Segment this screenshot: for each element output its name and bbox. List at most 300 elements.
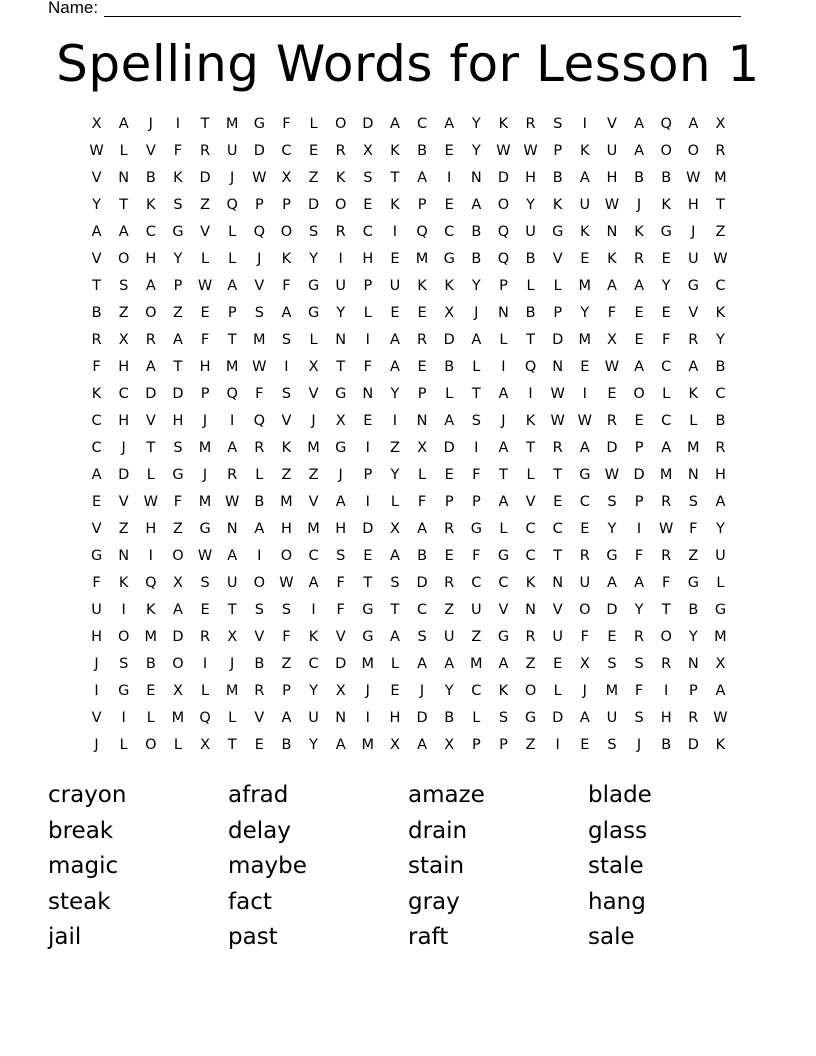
grid-letter: O: [117, 251, 130, 267]
grid-letter: S: [607, 737, 617, 753]
grid-letter: G: [118, 683, 130, 699]
grid-letter: K: [173, 170, 183, 186]
grid-letter: R: [634, 251, 645, 267]
grid-letter: I: [148, 548, 153, 564]
grid-letter: I: [94, 683, 99, 699]
grid-letter: G: [606, 548, 618, 564]
grid-letter: A: [389, 359, 400, 375]
grid-letter: W: [197, 548, 213, 564]
grid-letter: A: [498, 440, 509, 456]
grid-letter: M: [307, 440, 320, 456]
grid-letter: E: [580, 737, 590, 753]
grid-letter: V: [335, 629, 346, 645]
grid-letter: A: [389, 548, 400, 564]
grid-letter: T: [471, 386, 481, 402]
grid-letter: S: [200, 575, 210, 591]
grid-letter: L: [662, 386, 671, 402]
grid-letter: X: [200, 737, 211, 753]
grid-letter: Y: [444, 683, 454, 699]
grid-letter: K: [661, 197, 671, 213]
grid-letter: M: [171, 710, 185, 726]
grid-letter: O: [660, 143, 672, 159]
grid-letter: F: [607, 305, 617, 321]
grid-letter: V: [91, 710, 102, 726]
grid-letter: Z: [118, 521, 129, 537]
grid-letter: K: [580, 143, 590, 159]
grid-letter: C: [552, 521, 563, 537]
grid-letter: H: [714, 467, 726, 483]
grid-letter: J: [365, 683, 370, 699]
grid-letter: D: [416, 575, 428, 591]
grid-letter: T: [716, 197, 725, 213]
grid-letter: G: [497, 548, 510, 564]
grid-letter: A: [308, 575, 319, 591]
grid-letter: D: [497, 170, 510, 186]
grid-letter: C: [498, 575, 509, 591]
grid-letter: Y: [526, 197, 535, 213]
grid-letter: H: [91, 629, 103, 645]
grid-letter: W: [89, 143, 104, 159]
grid-letter: X: [172, 683, 183, 699]
grid-letter: W: [143, 494, 158, 510]
grid-row: [83, 570, 734, 597]
grid-letter: Y: [390, 467, 400, 483]
grid-letter: A: [579, 710, 590, 726]
grid-letter: G: [307, 305, 320, 321]
grid-letter: C: [308, 548, 319, 564]
grid-letter: A: [579, 440, 590, 456]
grid-letter: L: [553, 278, 562, 294]
grid-letter: X: [389, 737, 400, 753]
grid-letter: K: [91, 386, 102, 402]
grid-letter: Y: [336, 305, 346, 321]
grid-letter: L: [228, 251, 237, 267]
grid-letter: G: [687, 278, 699, 294]
grid-letter: V: [91, 521, 102, 537]
grid-letter: F: [689, 521, 698, 537]
grid-letter: V: [200, 224, 211, 240]
grid-row: [83, 192, 734, 219]
grid-letter: G: [172, 224, 184, 240]
grid-letter: Z: [525, 737, 536, 753]
grid-letter: D: [443, 332, 455, 348]
grid-letter: L: [363, 305, 372, 321]
grid-letter: A: [634, 575, 645, 591]
grid-letter: I: [230, 413, 235, 429]
grid-letter: X: [715, 656, 726, 672]
grid-letter: D: [118, 467, 130, 483]
grid-letter: M: [225, 116, 239, 132]
grid-letter: M: [470, 656, 483, 672]
grid-letter: T: [661, 602, 671, 618]
grid-letter: W: [252, 170, 267, 186]
grid-letter: E: [634, 413, 644, 429]
grid-letter: A: [417, 656, 428, 672]
grid-letter: P: [173, 278, 183, 294]
grid-letter: N: [226, 521, 238, 537]
grid-letter: X: [362, 143, 373, 159]
grid-row: [83, 246, 734, 273]
grid-letter: J: [474, 305, 479, 321]
grid-letter: A: [227, 278, 238, 294]
grid-letter: K: [390, 143, 400, 159]
grid-letter: X: [91, 116, 102, 132]
grid-letter: A: [634, 116, 645, 132]
grid-letter: O: [633, 386, 645, 402]
grid-letter: A: [335, 494, 346, 510]
grid-letter: K: [525, 413, 536, 429]
grid-letter: Y: [716, 521, 725, 537]
grid-letter: A: [444, 116, 455, 132]
grid-letter: H: [606, 170, 618, 186]
grid-letter: N: [525, 602, 536, 618]
grid-letter: J: [148, 116, 153, 132]
grid-letter: L: [173, 737, 182, 753]
grid-letter: H: [525, 170, 537, 186]
grid-letter: P: [200, 386, 210, 402]
grid-letter: P: [417, 197, 427, 213]
grid-letter: S: [281, 386, 292, 402]
grid-letter: Y: [580, 305, 590, 321]
grid-letter: E: [363, 548, 373, 564]
grid-letter: A: [389, 332, 400, 348]
grid-letter: D: [199, 170, 211, 186]
grid-letter: D: [172, 629, 184, 645]
grid-letter: A: [498, 656, 509, 672]
grid-letter: P: [282, 197, 291, 213]
grid-letter: A: [281, 305, 292, 321]
grid-letter: C: [661, 359, 672, 375]
grid-letter: A: [606, 278, 617, 294]
grid-letter: M: [714, 170, 727, 186]
grid-row: [83, 516, 734, 543]
grid-letter: T: [146, 440, 156, 456]
grid-letter: Q: [524, 359, 537, 375]
grid-letter: Y: [471, 278, 481, 294]
grid-letter: L: [445, 386, 454, 402]
grid-letter: M: [415, 251, 429, 267]
word-list-item: stale: [588, 853, 644, 879]
grid-letter: P: [282, 683, 291, 699]
grid-letter: Y: [607, 521, 617, 537]
grid-letter: O: [280, 548, 293, 564]
grid-letter: I: [528, 386, 533, 402]
grid-letter: W: [252, 359, 267, 375]
grid-letter: X: [606, 332, 617, 348]
grid-letter: E: [444, 197, 454, 213]
grid-letter: A: [715, 683, 726, 699]
grid-letter: I: [447, 170, 452, 186]
grid-letter: J: [202, 467, 208, 483]
grid-letter: D: [335, 656, 347, 672]
grid-letter: E: [444, 548, 454, 564]
grid-letter: K: [715, 737, 726, 753]
grid-letter: D: [552, 332, 564, 348]
grid-letter: L: [228, 710, 237, 726]
grid-letter: E: [363, 413, 373, 429]
grid-letter: T: [227, 332, 237, 348]
grid-letter: B: [634, 170, 645, 186]
grid-letter: L: [499, 521, 508, 537]
grid-letter: E: [607, 386, 617, 402]
grid-letter: E: [661, 305, 671, 321]
grid-letter: Y: [661, 278, 671, 294]
grid-letter: I: [392, 224, 398, 240]
grid-letter: K: [552, 197, 563, 213]
grid-letter: S: [607, 494, 617, 510]
grid-letter: U: [606, 143, 618, 159]
grid-letter: F: [336, 575, 345, 591]
grid-letter: O: [334, 197, 347, 213]
grid-letter: U: [552, 629, 563, 645]
grid-letter: Q: [253, 413, 266, 429]
grid-letter: T: [553, 548, 563, 564]
grid-letter: M: [578, 332, 592, 348]
grid-letter: S: [119, 278, 129, 294]
grid-letter: V: [118, 494, 129, 510]
grid-letter: V: [91, 170, 102, 186]
grid-letter: U: [471, 602, 482, 618]
grid-letter: T: [363, 575, 373, 591]
grid-letter: C: [145, 224, 156, 240]
grid-letter: Q: [145, 575, 157, 591]
grid-letter: K: [146, 602, 156, 618]
grid-letter: F: [282, 116, 291, 132]
grid-letter: F: [417, 494, 427, 510]
grid-letter: R: [417, 332, 428, 348]
grid-letter: L: [119, 737, 128, 753]
grid-letter: B: [417, 548, 428, 564]
grid-letter: S: [498, 710, 509, 726]
grid-letter: M: [225, 359, 239, 375]
grid-letter: G: [335, 440, 347, 456]
grid-letter: K: [335, 170, 346, 186]
grid-letter: I: [365, 440, 370, 456]
grid-letter: A: [417, 521, 428, 537]
grid-letter: J: [691, 224, 696, 240]
grid-letter: S: [254, 602, 264, 618]
grid-letter: U: [525, 224, 536, 240]
grid-letter: C: [308, 656, 319, 672]
grid-letter: K: [715, 305, 726, 321]
grid-letter: Y: [92, 197, 101, 213]
grid-letter: I: [365, 494, 370, 510]
grid-letter: B: [254, 494, 265, 510]
grid-letter: J: [501, 413, 506, 429]
grid-row: [83, 597, 734, 624]
grid-letter: Q: [497, 251, 510, 267]
grid-letter: C: [91, 413, 102, 429]
grid-letter: N: [552, 359, 564, 375]
grid-letter: D: [416, 710, 428, 726]
word-list-item: fact: [228, 888, 272, 915]
grid-letter: U: [606, 710, 618, 726]
grid-letter: W: [659, 521, 674, 537]
grid-letter: I: [365, 710, 370, 726]
grid-letter: X: [444, 737, 455, 753]
grid-row: [83, 138, 734, 165]
grid-letter: P: [363, 278, 373, 294]
grid-letter: X: [118, 332, 129, 348]
grid-letter: N: [335, 332, 347, 348]
grid-letter: A: [118, 116, 129, 132]
grid-letter: W: [550, 386, 565, 402]
grid-letter: V: [91, 251, 102, 267]
grid-letter: N: [362, 386, 374, 402]
grid-letter: I: [555, 737, 560, 753]
grid-row: [83, 624, 734, 651]
grid-letter: B: [715, 359, 726, 375]
grid-letter: Z: [118, 305, 129, 321]
grid-letter: O: [524, 683, 537, 699]
grid-letter: R: [661, 494, 672, 510]
grid-letter: C: [579, 494, 590, 510]
grid-letter: S: [607, 656, 617, 672]
grid-letter: A: [579, 170, 590, 186]
grid-letter: G: [687, 575, 699, 591]
grid-letter: V: [606, 116, 617, 132]
grid-letter: T: [227, 602, 237, 618]
grid-letter: U: [335, 278, 346, 294]
grid-letter: P: [417, 386, 427, 402]
grid-letter: X: [579, 656, 590, 672]
grid-letter: V: [552, 602, 563, 618]
grid-letter: K: [281, 440, 292, 456]
grid-letter: R: [525, 629, 536, 645]
grid-letter: G: [714, 602, 727, 618]
grid-letter: J: [230, 170, 235, 186]
grid-letter: P: [254, 197, 264, 213]
grid-letter: E: [580, 251, 590, 267]
grid-letter: U: [443, 629, 455, 645]
grid-letter: S: [308, 224, 319, 240]
grid-letter: P: [444, 494, 454, 510]
grid-letter: R: [200, 143, 211, 159]
grid-letter: J: [636, 197, 642, 213]
grid-letter: B: [715, 413, 726, 429]
grid-letter: K: [444, 278, 454, 294]
grid-letter: X: [308, 359, 319, 375]
grid-letter: U: [389, 278, 401, 294]
grid-letter: A: [661, 440, 672, 456]
grid-row: [83, 219, 734, 246]
word-list-item: afrad: [228, 782, 289, 808]
grid-letter: Q: [660, 116, 672, 132]
grid-letter: D: [172, 386, 184, 402]
grid-letter: I: [582, 116, 587, 132]
grid-letter: X: [172, 575, 183, 591]
grid-letter: A: [634, 359, 645, 375]
grid-letter: H: [389, 710, 401, 726]
grid-letter: R: [552, 440, 563, 456]
grid-letter: T: [119, 197, 129, 213]
grid-letter: W: [713, 251, 728, 267]
grid-letter: A: [145, 359, 156, 375]
grid-letter: K: [417, 278, 427, 294]
grid-letter: A: [417, 170, 428, 186]
grid-letter: B: [661, 170, 672, 186]
word-list-item: crayon: [48, 782, 127, 808]
grid-letter: C: [417, 602, 428, 618]
grid-letter: S: [688, 494, 698, 510]
grid-letter: B: [525, 251, 536, 267]
grid-letter: F: [255, 386, 264, 402]
grid-letter: M: [605, 683, 619, 699]
grid-letter: A: [227, 548, 238, 564]
grid-letter: S: [417, 629, 427, 645]
grid-letter: V: [145, 143, 156, 159]
grid-letter: W: [550, 413, 565, 429]
grid-letter: A: [389, 116, 400, 132]
grid-letter: A: [118, 224, 129, 240]
grid-letter: B: [552, 170, 563, 186]
grid-letter: F: [282, 278, 291, 294]
grid-letter: L: [119, 143, 128, 159]
grid-letter: W: [577, 413, 592, 429]
word-list-item: jail: [48, 924, 82, 950]
grid-letter: N: [416, 413, 428, 429]
grid-letter: J: [94, 737, 99, 753]
grid-letter: N: [118, 170, 130, 186]
grid-letter: W: [197, 278, 213, 294]
grid-letter: L: [716, 575, 725, 591]
grid-letter: H: [172, 413, 184, 429]
grid-letter: R: [661, 548, 672, 564]
grid-letter: R: [91, 332, 102, 348]
grid-letter: J: [94, 656, 99, 672]
grid-letter: W: [604, 467, 620, 483]
grid-letter: G: [660, 224, 672, 240]
grid-letter: T: [227, 737, 237, 753]
page-title: Spelling Words for Lesson 1: [56, 35, 760, 93]
grid-letter: R: [715, 440, 726, 456]
grid-letter: L: [553, 683, 562, 699]
grid-row: [83, 732, 734, 759]
grid-letter: B: [145, 170, 156, 186]
grid-letter: E: [254, 737, 264, 753]
grid-letter: L: [472, 359, 481, 375]
grid-letter: K: [146, 197, 156, 213]
grid-letter: B: [91, 305, 102, 321]
grid-letter: Q: [226, 386, 238, 402]
grid-letter: A: [471, 197, 482, 213]
grid-letter: A: [498, 386, 509, 402]
grid-letter: I: [365, 332, 370, 348]
grid-letter: K: [390, 197, 400, 213]
grid-row: [83, 273, 734, 300]
grid-letter: H: [199, 359, 211, 375]
grid-letter: F: [662, 575, 671, 591]
grid-letter: D: [606, 440, 618, 456]
grid-letter: P: [471, 494, 481, 510]
grid-letter: K: [281, 251, 292, 267]
grid-letter: R: [335, 224, 346, 240]
name-label: Name:: [48, 0, 99, 17]
grid-letter: S: [553, 116, 563, 132]
grid-letter: G: [579, 467, 591, 483]
grid-letter: U: [226, 575, 238, 591]
grid-letter: P: [363, 467, 373, 483]
grid-letter: E: [580, 521, 590, 537]
grid-letter: W: [496, 143, 511, 159]
grid-row: [83, 354, 734, 381]
grid-letter: L: [146, 710, 155, 726]
grid-letter: G: [524, 710, 537, 726]
grid-letter: P: [499, 278, 508, 294]
grid-letter: P: [227, 305, 237, 321]
grid-letter: E: [146, 683, 156, 699]
grid-letter: I: [257, 548, 262, 564]
